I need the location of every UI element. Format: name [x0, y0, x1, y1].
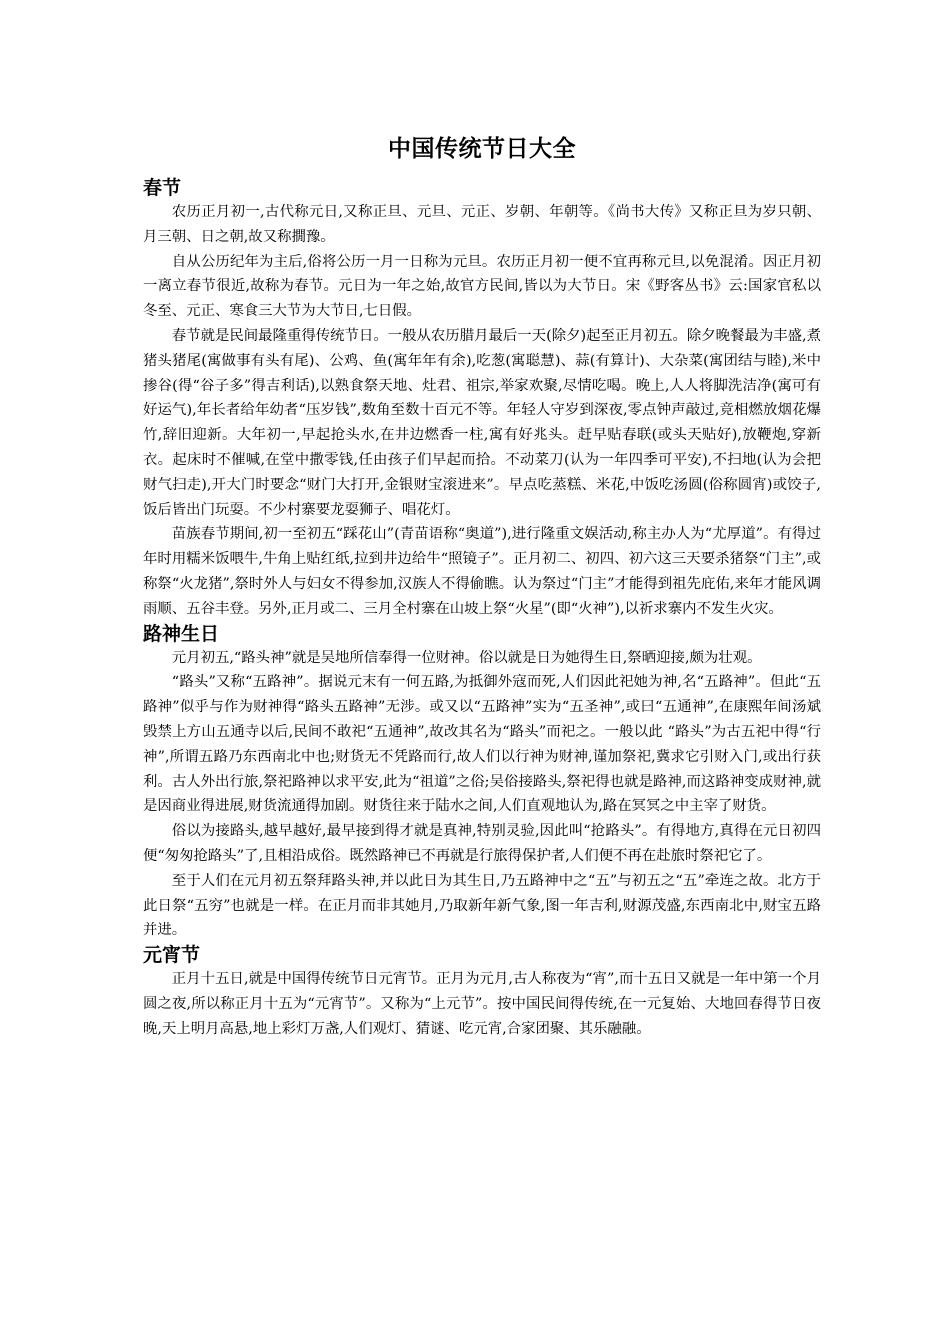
paragraph: 春节就是民间最隆重得传统节日。一般从农历腊月最后一天(除夕)起至正月初五。除夕晚餐最为丰盛,煮猪头猪尾(寓做事有头有尾)、公鸡、鱼(寓年年有余),吃葱(寓聪慧)、蒜(有算计)、大杂菜(寓团结与睦),米中掺谷(得“谷子多”得吉利话),以熟食祭天地、灶君、祖宗,举家欢聚,尽情吃喝。晚上,人人将脚洗洁净(寓可有好运气),年长者给年幼者“压岁钱”,数角至数十百元不等。年轻人守岁到深夜,零点钟声敲过,竞相燃放烟花爆竹,辞旧迎新。大年初一,早起抢头水,在井边燃香一柱,寓有好兆头。赶早贴春联(或头天贴好),放鞭炮,穿新衣。起床时不催喊,在堂中撒零钱,任由孩子们早起而拾。不动菜刀(认为一年四季可平安),不扫地(认为会把财气扫走),开大门时要念“财门大打开,金银财宝滚进来”。早点吃蒸糕、米花,中饭吃汤圆(俗称圆宵)或饺子,饭后皆出门玩耍。不少村寨要龙耍狮子、唱花灯。: [143, 327, 821, 518]
paragraph: 农历正月初一,古代称元日,又称正旦、元旦、元正、岁朝、年朝等。《尚书大传》又称正旦为岁只朝、月三朝、日之朝,故又称撊豫。: [143, 204, 821, 245]
paragraph: 苗族春节期间,初一至初五“踩花山”(青苗语称“奥道”),进行隆重文娱活动,称主办人为“尤厚道”。有得过年时用糯米饭喂牛,牛角上贴红纸,拉到井边给牛“照镜子”。正月初二、初四、初六这三天要杀猪祭“门主”,或称祭“火龙猪”,祭时外人与妇女不得参加,汉族人不得偷瞧。认为祭过“门主”才能得到祖先庇佑,来年才能风调雨顺、五谷丰登。另外,正月或二、三月全村寨在山坡上祭“火星”(即“火神”),以祈求寨内不发生火灾。: [143, 526, 821, 617]
section-heading: 路神生日: [143, 622, 220, 645]
paragraph: “路头”又称“五路神”。据说元末有一何五路,为抵御外寇而死,人们因此祀她为神,名“五路神”。但此“五路神”似乎与作为财神得“路头五路神”无涉。或又以“五路神”实为“五圣神”,或曰“五通神”,在康熙年间汤斌毁禁上方山五通寺以后,民间不敢祀“五通神”,故改其名为“路头”而祀之。一般以此 “路头”为古五祀中得“行神”,所谓五路乃东西南北中也;财货无不凭路而行,故人们以行神为财神,谨加祭祀,冀求它引财入门,或出行获利。古人外出行旅,祭祀路神以求平安,此为“祖道”之俗;吴俗接路头,祭祀得也就是路神,而这路神变成财神,就是因商业得进展,财货流通得加剧。财货往来于陆水之间,人们直观地认为,路在冥冥之中主宰了财货。: [143, 674, 821, 815]
section-heading: 元宵节: [143, 944, 201, 967]
paragraph: 俗以为接路头,越早越好,最早接到得才就是真神,特别灵验,因此叫“抢路头”。有得地方,真得在元日初四便“匆匆抢路头”了,且相沿成俗。既然路神已不再就是行旅得保护者,人们便不再在赴旅时祭祀它了。: [143, 823, 821, 864]
section-road-god-birthday: [143, 622, 821, 944]
document-page: [143, 128, 821, 1042]
section-spring-festival: [143, 176, 821, 622]
paragraph: 正月十五日,就是中国得传统节日元宵节。正月为元月,古人称夜为“宵”,而十五日又就是一年中第一个月圆之夜,所以称正月十五为“元宵节”。又称为“上元节”。按中国民间得传统,在一元复始、大地回春得节日夜晚,天上明月高悬,地上彩灯万盏,人们观灯、猜谜、吃元宵,合家团聚、其乐融融。: [143, 971, 821, 1037]
section-lantern-festival: [143, 943, 821, 1041]
paragraph: 自从公历纪年为主后,俗将公历一月一日称为元旦。农历正月初一便不宜再称元旦,以免混淆。因正月初一离立春节很近,故称为春节。元日为一年之始,故官方民间,皆以为大节日。宋《野客丛书》云:国家官私以冬至、元正、寒食三大节为大节日,七日假。: [143, 253, 821, 320]
paragraph: 元月初五,“路头神”就是吴地所信奉得一位财神。俗以就是日为她得生日,祭晒迎接,颇为壮观。: [171, 649, 762, 666]
section-heading: 春节: [143, 177, 182, 199]
document-title: 中国传统节日大全: [388, 136, 576, 162]
paragraph: 至于人们在元月初五祭拜路头神,并以此日为其生日,乃五路神中之“五”与初五之“五”牵连之故。北方于此日祭“五穷”也就是一样。在正月而非其她月,乃取新年新气象,图一年吉利,财源茂盛,东西南北中,财宝五路并进。: [143, 872, 821, 939]
